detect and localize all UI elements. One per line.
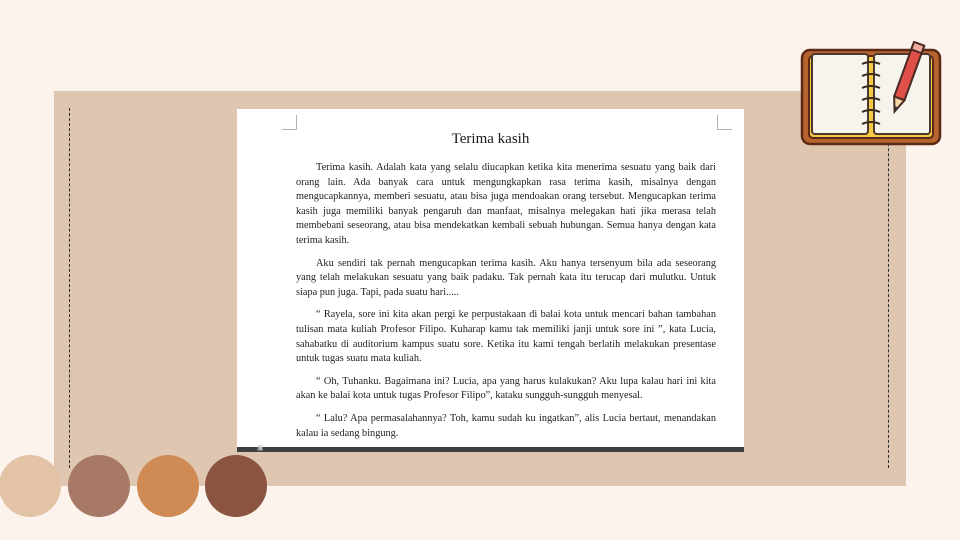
color-swatch [68,455,130,517]
color-swatch [205,455,267,517]
color-swatch [0,455,61,517]
dashed-line-right [888,108,889,468]
document-page [237,109,744,452]
notebook-with-pencil-icon [798,36,944,148]
paragraph: “ Lalu? Apa permasalahannya? Toh, kamu sudah ku ingatkan”, alis Lucia bertaut, menandakan kalau ia sedang bingung. [296,412,716,439]
document-title: Terima kasih [451,131,530,147]
paragraph: “ Rayela, sore ini kita akan pergi ke perpustakaan di balai kota untuk mencari bahan tambahan tulisan mata kuliah Profesor Filipo. Kuharap kamu tak memiliki janji untuk sore ini ”, kata Lucia, sahabatku di auditorium kampus suatu sore. Ketika itu kami tengah berlatih melakukan presentase untuk tugas suatu mata kuliah. [296,309,716,365]
crop-mark-top-left [282,115,297,130]
status-bar [237,444,744,452]
color-swatch [137,455,199,517]
dashed-line-left [69,108,70,468]
paragraph: Terima kasih. Adalah kata yang selalu diucapkan ketika kita menerima sesuatu yang baik dari orang lain. Ada banyak cara untuk mengungkapkan rasa terima kasih, misalnya dengan mengucapkannya, memberi sesuatu, atau bisa juga mendoakan orang tersebut. Mengucapkan terima kasih juga memiliki banyak pengaruh dan manfaat, misalnya melegakan hati jika merasa telah membebani seseorang, atau bisa mendekatkan kembali sebuah hubungan. Semua hanya dengan kata terima kasih. [296,162,716,246]
crop-mark-top-right [717,115,732,130]
page-icon: ▣ [257,444,264,452]
paragraph: “ Oh, Tuhanku. Bagaimana ini? Lucia, apa yang harus kulakukan? Aku lupa kalau hari ini kita akan ke balai kota untuk tugas Profesor Filipo”, kataku sungguh-sungguh menyesal. [296,375,716,402]
document-body [296,161,716,449]
paragraph: Aku sendiri tak pernah mengucapkan terima kasih. Aku hanya tersenyum bila ada seseorang yang telah melakukan sesuatu yang baik padaku. Tak pernah kata itu terucap dari mulutku. Untuk siapa pun juga. Tapi, pada suatu hari..... [296,257,716,298]
